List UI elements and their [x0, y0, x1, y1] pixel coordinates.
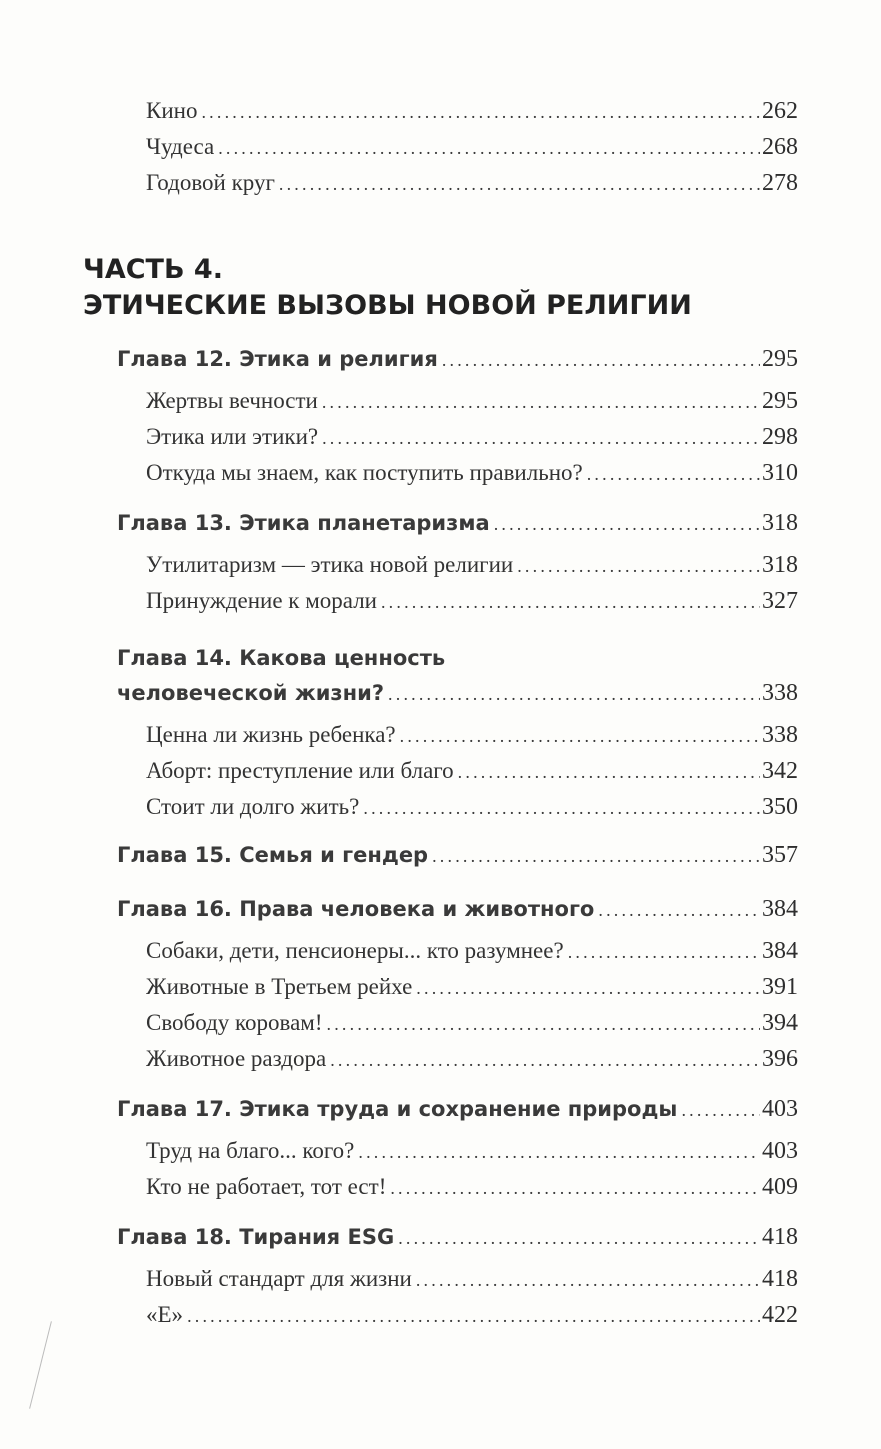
- toc-entry: [146, 974, 798, 1010]
- chapter-page: 295: [762, 346, 798, 372]
- chapter-entry: [117, 1224, 798, 1260]
- chapter-entry: [117, 680, 798, 716]
- chapter-title: Глава 15. Семья и гендер: [117, 843, 429, 867]
- chapter-title: Глава 18. Тирания ESG: [117, 1225, 395, 1249]
- toc-entry: [146, 588, 798, 624]
- part-title: ЭТИЧЕСКИЕ ВЫЗОВЫ НОВОЙ РЕЛИГИИ: [83, 290, 692, 321]
- entry-title: Животные в Третьем рейхе: [146, 974, 413, 999]
- entry-title: Этика или этики?: [146, 424, 319, 449]
- toc-entry: [146, 1010, 798, 1046]
- leader-dots: [587, 464, 760, 485]
- leader-dots: [598, 900, 760, 921]
- leader-dots: [432, 846, 760, 867]
- leader-dots: [201, 102, 760, 123]
- entry-title: Принуждение к морали: [146, 588, 377, 613]
- entry-page: 403: [762, 1138, 798, 1164]
- toc-entry: [146, 794, 798, 830]
- chapter-entry: [117, 1096, 798, 1132]
- entry-page: 298: [762, 424, 798, 450]
- entry-page: 409: [762, 1174, 798, 1200]
- entry-page: 327: [762, 588, 798, 614]
- part-label: ЧАСТЬ 4.: [83, 254, 223, 285]
- leader-dots: [517, 556, 760, 577]
- toc-entry: [146, 552, 798, 588]
- entry-page: 295: [762, 388, 798, 414]
- entry-title: Собаки, дети, пенсионеры... кто разумнее?: [146, 938, 564, 963]
- toc-entry: [146, 1138, 798, 1174]
- leader-dots: [398, 1228, 760, 1249]
- entry-title: Животное раздора: [146, 1046, 327, 1071]
- entry-title: Кто не работает, тот ест!: [146, 1174, 387, 1199]
- chapter-page: 403: [762, 1096, 798, 1122]
- entry-page: 342: [762, 758, 798, 784]
- entry-title: Кино: [146, 98, 198, 123]
- entry-title: Труд на благо... кого?: [146, 1138, 355, 1163]
- toc-entry: [146, 134, 798, 170]
- entry-page: 418: [762, 1266, 798, 1292]
- toc-entry: [146, 722, 798, 758]
- entry-page: 422: [762, 1302, 798, 1328]
- entry-title: Утилитаризм — этика новой религии: [146, 552, 514, 577]
- chapter-title: Глава 16. Права человека и животного: [117, 897, 595, 921]
- leader-dots: [279, 174, 760, 195]
- chapter-title-line2: человеческой жизни?: [117, 681, 385, 705]
- toc-entry: [146, 938, 798, 974]
- leader-dots: [322, 392, 760, 413]
- entry-page: 278: [762, 170, 798, 196]
- toc-entry: [146, 460, 798, 496]
- toc-entry: [146, 1302, 798, 1338]
- entry-page: 318: [762, 552, 798, 578]
- chapter-page: 357: [762, 842, 798, 868]
- leader-dots: [400, 726, 760, 747]
- scan-artifact: [29, 1321, 52, 1409]
- toc-entry: [146, 1174, 798, 1210]
- entry-page: 310: [762, 460, 798, 486]
- toc-entry: [146, 1266, 798, 1302]
- leader-dots: [381, 592, 760, 613]
- entry-title: Ценна ли жизнь ребенка?: [146, 722, 396, 747]
- leader-dots: [416, 1270, 760, 1291]
- leader-dots: [388, 684, 760, 705]
- leader-dots: [363, 798, 760, 819]
- leader-dots: [358, 1142, 760, 1163]
- chapter-page: 338: [762, 680, 798, 706]
- chapter-title: Глава 17. Этика труда и сохранение природы: [117, 1097, 678, 1121]
- leader-dots: [494, 514, 760, 535]
- leader-dots: [416, 978, 760, 999]
- toc-entry: [146, 424, 798, 460]
- toc-entry: [146, 170, 798, 206]
- leader-dots: [568, 942, 760, 963]
- entry-title: Аборт: преступление или благо: [146, 758, 454, 783]
- entry-title: Откуда мы знаем, как поступить правильно?: [146, 460, 583, 485]
- chapter-entry: [117, 896, 798, 932]
- entry-page: 384: [762, 938, 798, 964]
- entry-page: 262: [762, 98, 798, 124]
- entry-title: «E»: [146, 1302, 184, 1327]
- chapter-page: 318: [762, 510, 798, 536]
- entry-title: Стоит ли долго жить?: [146, 794, 360, 819]
- entry-page: 338: [762, 722, 798, 748]
- chapter-entry: [117, 510, 798, 546]
- toc-entry: [146, 388, 798, 424]
- chapter-title: Глава 13. Этика планетаризма: [117, 511, 490, 535]
- chapter-page: 418: [762, 1224, 798, 1250]
- toc-entry: [146, 758, 798, 794]
- entry-page: 268: [762, 134, 798, 160]
- toc-entry: [146, 98, 798, 134]
- leader-dots: [442, 350, 760, 371]
- leader-dots: [458, 762, 760, 783]
- leader-dots: [322, 428, 760, 449]
- leader-dots: [390, 1178, 760, 1199]
- entry-title: Жертвы вечности: [146, 388, 318, 413]
- entry-page: 394: [762, 1010, 798, 1036]
- chapter-entry: [117, 346, 798, 382]
- leader-dots: [330, 1050, 760, 1071]
- leader-dots: [218, 138, 760, 159]
- toc-entry: [146, 1046, 798, 1082]
- entry-page: 396: [762, 1046, 798, 1072]
- entry-page: 350: [762, 794, 798, 820]
- leader-dots: [187, 1306, 760, 1327]
- leader-dots: [327, 1014, 760, 1035]
- entry-page: 391: [762, 974, 798, 1000]
- entry-title: Новый стандарт для жизни: [146, 1266, 412, 1291]
- chapter-page: 384: [762, 896, 798, 922]
- entry-title: Чудеса: [146, 134, 215, 159]
- entry-title: Годовой круг: [146, 170, 275, 195]
- chapter-title-line1: Глава 14. Какова ценность: [117, 646, 446, 670]
- leader-dots: [681, 1100, 760, 1121]
- chapter-entry: [117, 842, 798, 878]
- entry-title: Свободу коровам!: [146, 1010, 323, 1035]
- chapter-title: Глава 12. Этика и религия: [117, 347, 438, 371]
